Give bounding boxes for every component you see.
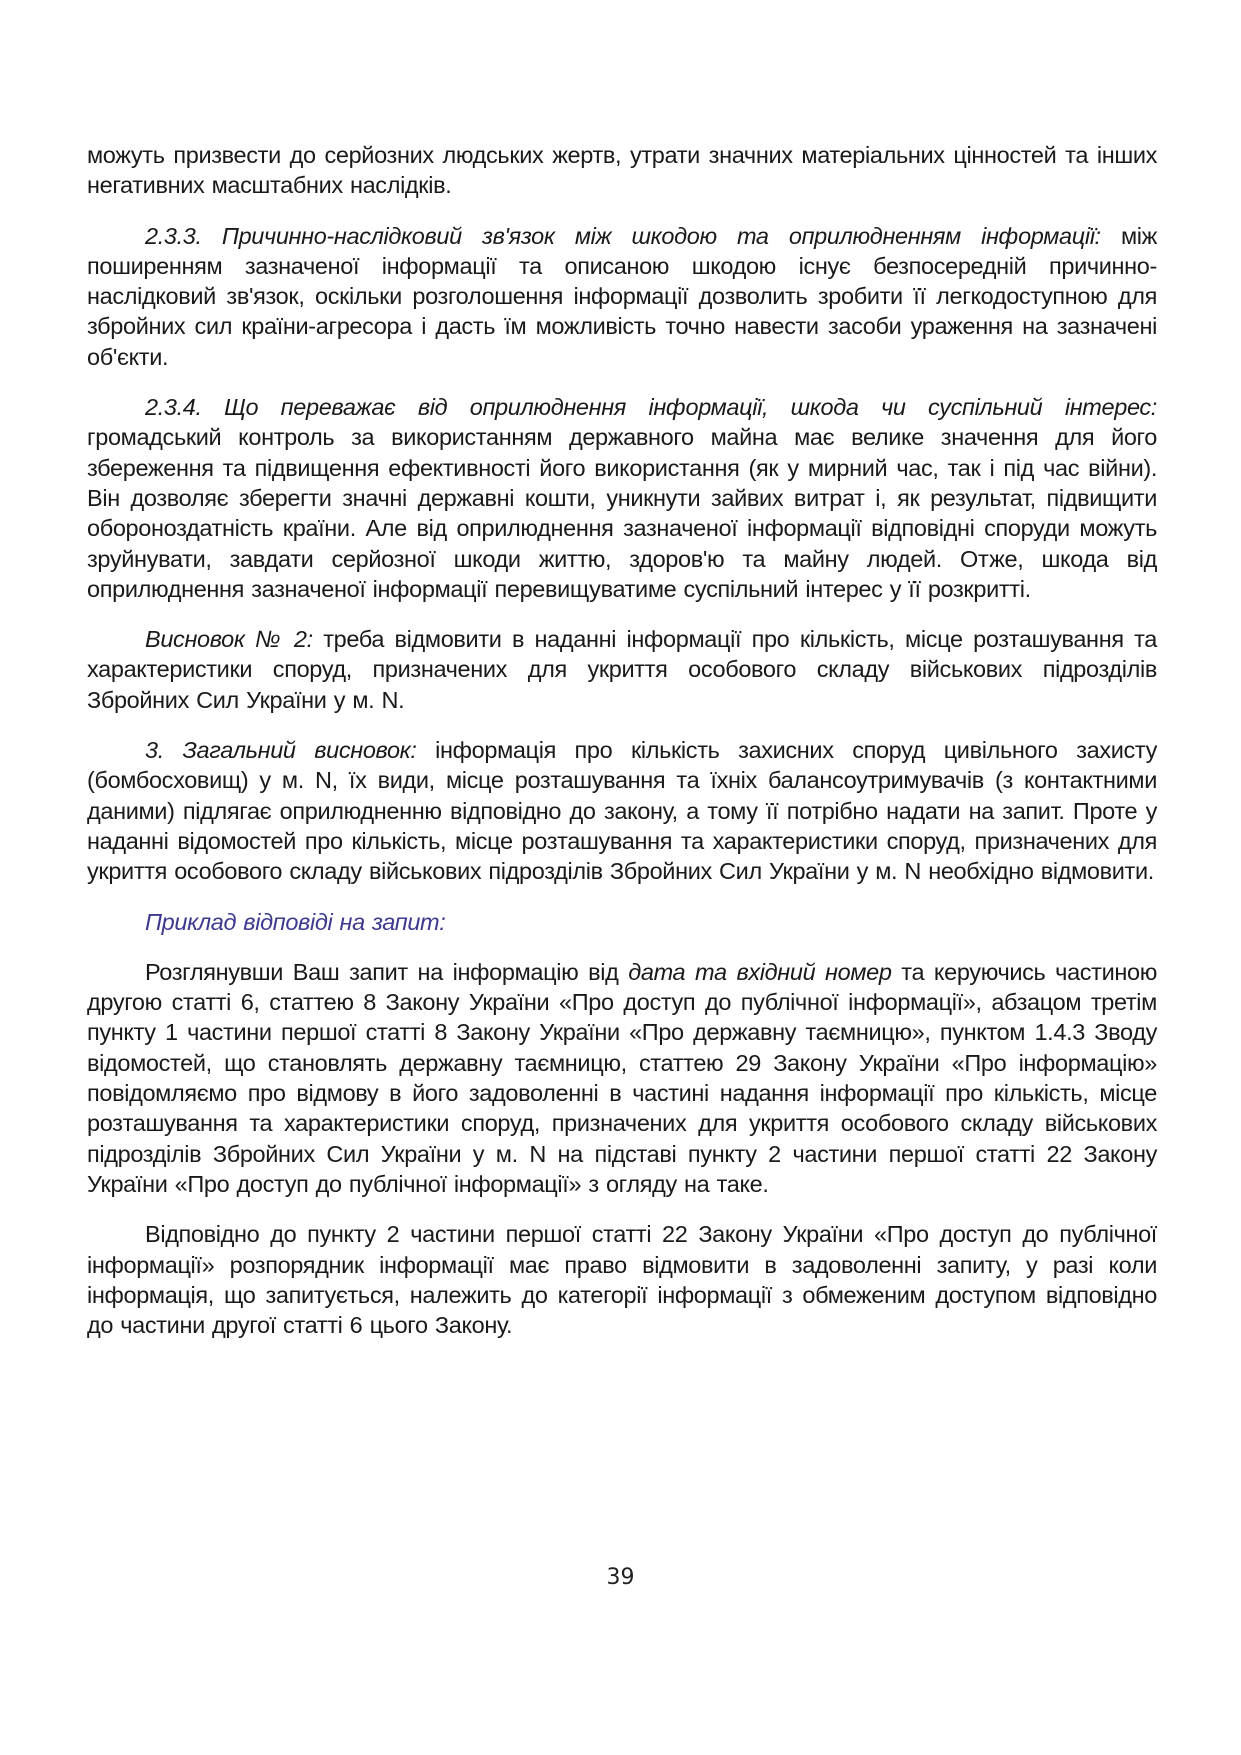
paragraph-lead: Висновок № 2: <box>145 626 313 653</box>
paragraph-general-conclusion <box>87 735 1157 886</box>
paragraph-lead: 3. Загальний висновок: <box>145 737 417 764</box>
example-text-before: Відповідно до пункту 2 частини першої статті 22 Закону України «Про доступ до публічної інформації» розпорядник інформації має право відмовити в задоволенні запиту, у разі коли інформація, що запитується, належить до категорії інформації з обмеженим доступом відповідно до частини другої статті 6 цього Закону. <box>87 1221 1157 1339</box>
example-text-placeholder: дата та вхідний номер <box>628 958 892 985</box>
example-paragraph <box>87 957 1157 1199</box>
example-heading: Приклад відповіді на запит: <box>145 908 446 935</box>
example-paragraph <box>87 1219 1157 1340</box>
example-text-before: Розглянувши Ваш запит на інформацію від <box>145 958 629 985</box>
paragraph-body: інформація про кількість захисних споруд цивільного захисту (бомбосховищ) у м. N, їх види, місце розташування та їхніх балансоутримувачів (з контактними даними) підлягає оприлюдненню відповідно до закону, а тому її потрібно надати на запит. Проте у наданні відомостей про кількість, місце розташування та характеристики споруд, призначених для укриття особового складу військових підрозділів Збройних Сил України у м. N необхідно відмовити. <box>87 737 1157 885</box>
example-text-after: та керуючись частиною другою статті 6, статтею 8 Закону України «Про доступ до публічної інформації», абзацом третім пункту 1 частини першої статті 8 Закону України «Про державну таємницю», пунктом 1.4.3 Зводу відомостей, що становлять державну таємницю, статтею 29 Закону України «Про інформацію» повідомляємо про відмову в його задоволенні в частині надання інформації про кількість, місце розташування та характеристики споруд, призначених для укриття особового складу військових підрозділів Збройних Сил України у м. N на підставі пункту 2 частини першої статті 22 Закону України «Про доступ до публічної інформації» з огляду на таке. <box>87 958 1157 1197</box>
paragraph-body: треба відмовити в наданні інформації про кількість, місце розташування та характеристики споруд, призначених для укриття особового складу військових підрозділів Збройних Сил України у м. N. <box>87 626 1158 713</box>
paragraph-2-3-3 <box>87 221 1157 372</box>
paragraph-body: між поширенням зазначеної інформації та описаною шкодою існує безпосередній причинно-наслідковий зв'язок, оскільки розголошення інформації дозволить зробити її легкодоступною для збройних сил країни-агресора і дасть їм можливість точно навести засоби ураження на зазначені об'єкти. <box>87 222 1157 370</box>
paragraph-body: можуть призвести до серйозних людських жертв, утрати значних матеріальних цінностей та інших негативних масштабних наслідків. <box>87 142 1157 199</box>
paragraph-conclusion-2 <box>87 624 1157 715</box>
paragraph-lead: 2.3.3. Причинно-наслідковий зв'язок між шкодою та оприлюдненням інформації: <box>145 222 1101 249</box>
paragraph-continuation <box>87 140 1157 201</box>
document-page <box>87 140 1157 1360</box>
page-number: 39 <box>606 1565 635 1590</box>
paragraph-body: громадський контроль за використанням державного майна має велике значення для його збереження та підвищення ефективності його використання (як у мирний час, так і під час війни). Він дозволяє зберегти значні державні кошти, уникнути зайвих витрат і, як результат, підвищити обороноздатність країни. Але від оприлюднення зазначеної інформації відповідні споруди можуть зруйнувати, завдати серйозної шкоди життю, здоров'ю та майну людей. Отже, шкода від оприлюднення зазначеної інформації перевищуватиме суспільний інтерес у її розкритті. <box>87 424 1157 602</box>
paragraph-2-3-4 <box>87 392 1157 604</box>
paragraph-lead: 2.3.4. Що переважає від оприлюднення інформації, шкода чи суспільний інтерес: <box>145 394 1157 421</box>
